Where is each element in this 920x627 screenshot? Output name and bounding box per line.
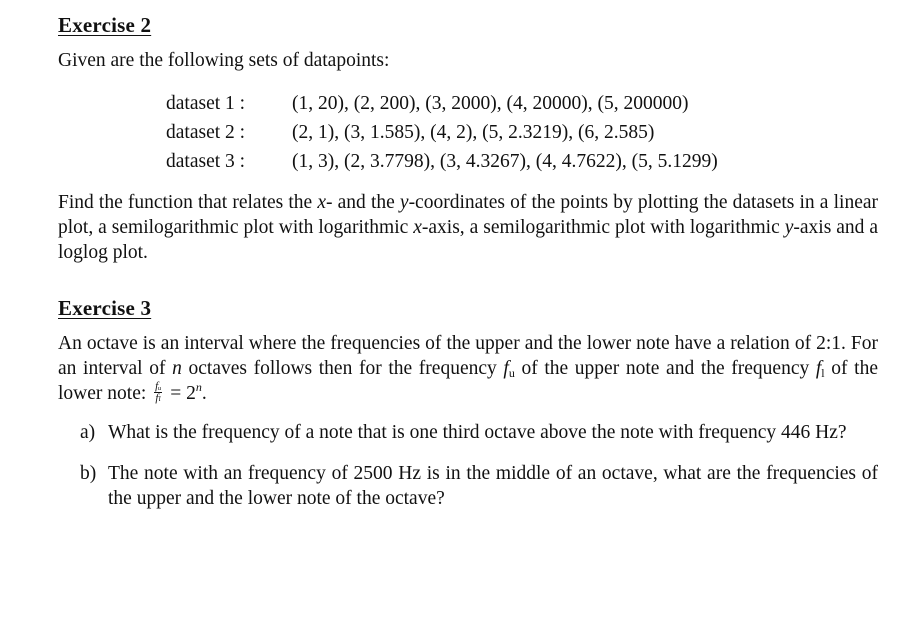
task-text: -axis, a semilogarithmic plot with logarithmic: [421, 217, 785, 238]
body-text: of the lower note:: [58, 358, 878, 404]
math-subscript: l: [821, 366, 825, 380]
math-var-f: f: [815, 358, 822, 379]
exercise-2-task: [58, 190, 878, 265]
body-text: An octave is an interval where the frequencies of the upper and the lower note have a relation of 2:1. For an interval of: [58, 333, 878, 379]
dataset-row: [166, 89, 878, 118]
math-var-n: n: [172, 358, 182, 379]
dataset-label: dataset 1 :: [166, 93, 246, 114]
math-var-y: y: [399, 192, 409, 213]
fraction-numerator: fᵤ: [155, 380, 162, 393]
frequency-ratio-fraction: [154, 381, 162, 404]
body-text: octaves follows then for the frequency: [181, 358, 504, 379]
dataset-label: dataset 3 :: [166, 151, 246, 172]
dataset-points: (1, 3), (2, 3.7798), (3, 4.3267), (4, 4.7622), (5, 5.1299): [292, 151, 718, 172]
dataset-points: (2, 1), (3, 1.585), (4, 2), (5, 2.3219), (6, 2.585): [292, 122, 655, 143]
datasets-block: [166, 89, 878, 176]
exercise-2-heading: Exercise 2: [58, 13, 152, 37]
document-page: [58, 12, 878, 511]
math-var-x: x: [413, 217, 422, 238]
question-marker: b): [80, 463, 97, 485]
question-marker: a): [80, 422, 96, 444]
dataset-row: [166, 147, 878, 176]
task-text: -coordinates of the points by plotting the datasets in a linear plot, a semilogarithmic plot with logarithmic: [58, 192, 878, 238]
equation-rhs: = 2: [165, 383, 196, 404]
body-text: .: [201, 383, 207, 404]
dataset-points: (1, 20), (2, 200), (3, 2000), (4, 20000), (5, 200000): [292, 93, 689, 114]
dataset-label: dataset 2 :: [166, 122, 246, 143]
math-subscript: u: [508, 366, 515, 380]
math-var-x: x: [317, 192, 327, 213]
task-text: - and the: [326, 192, 400, 213]
question-item: [80, 420, 878, 445]
question-text: What is the frequency of a note that is one third octave above the note with frequency 446 Hz?: [108, 422, 847, 444]
dataset-row: [166, 118, 878, 147]
math-var-f: f: [503, 358, 509, 379]
exercise-3-body: [58, 331, 878, 406]
task-text: -axis and a loglog plot.: [58, 217, 879, 263]
exercise-3-heading: Exercise 3: [58, 296, 152, 320]
question-text: The note with an frequency of 2500 Hz is in the middle of an octave, what are the frequencies of the upper and the lower note of the octave?: [108, 463, 878, 510]
body-text: of the upper note and the frequency: [514, 358, 816, 379]
exercise-2-intro: Given are the following sets of datapoints:: [58, 50, 390, 71]
question-list: [80, 420, 878, 511]
question-item: [80, 461, 878, 511]
task-text: Find the function that relates the: [58, 192, 318, 213]
fraction-denominator: fₗ: [155, 392, 162, 405]
math-var-y: y: [784, 217, 794, 238]
math-exponent: n: [195, 380, 202, 394]
